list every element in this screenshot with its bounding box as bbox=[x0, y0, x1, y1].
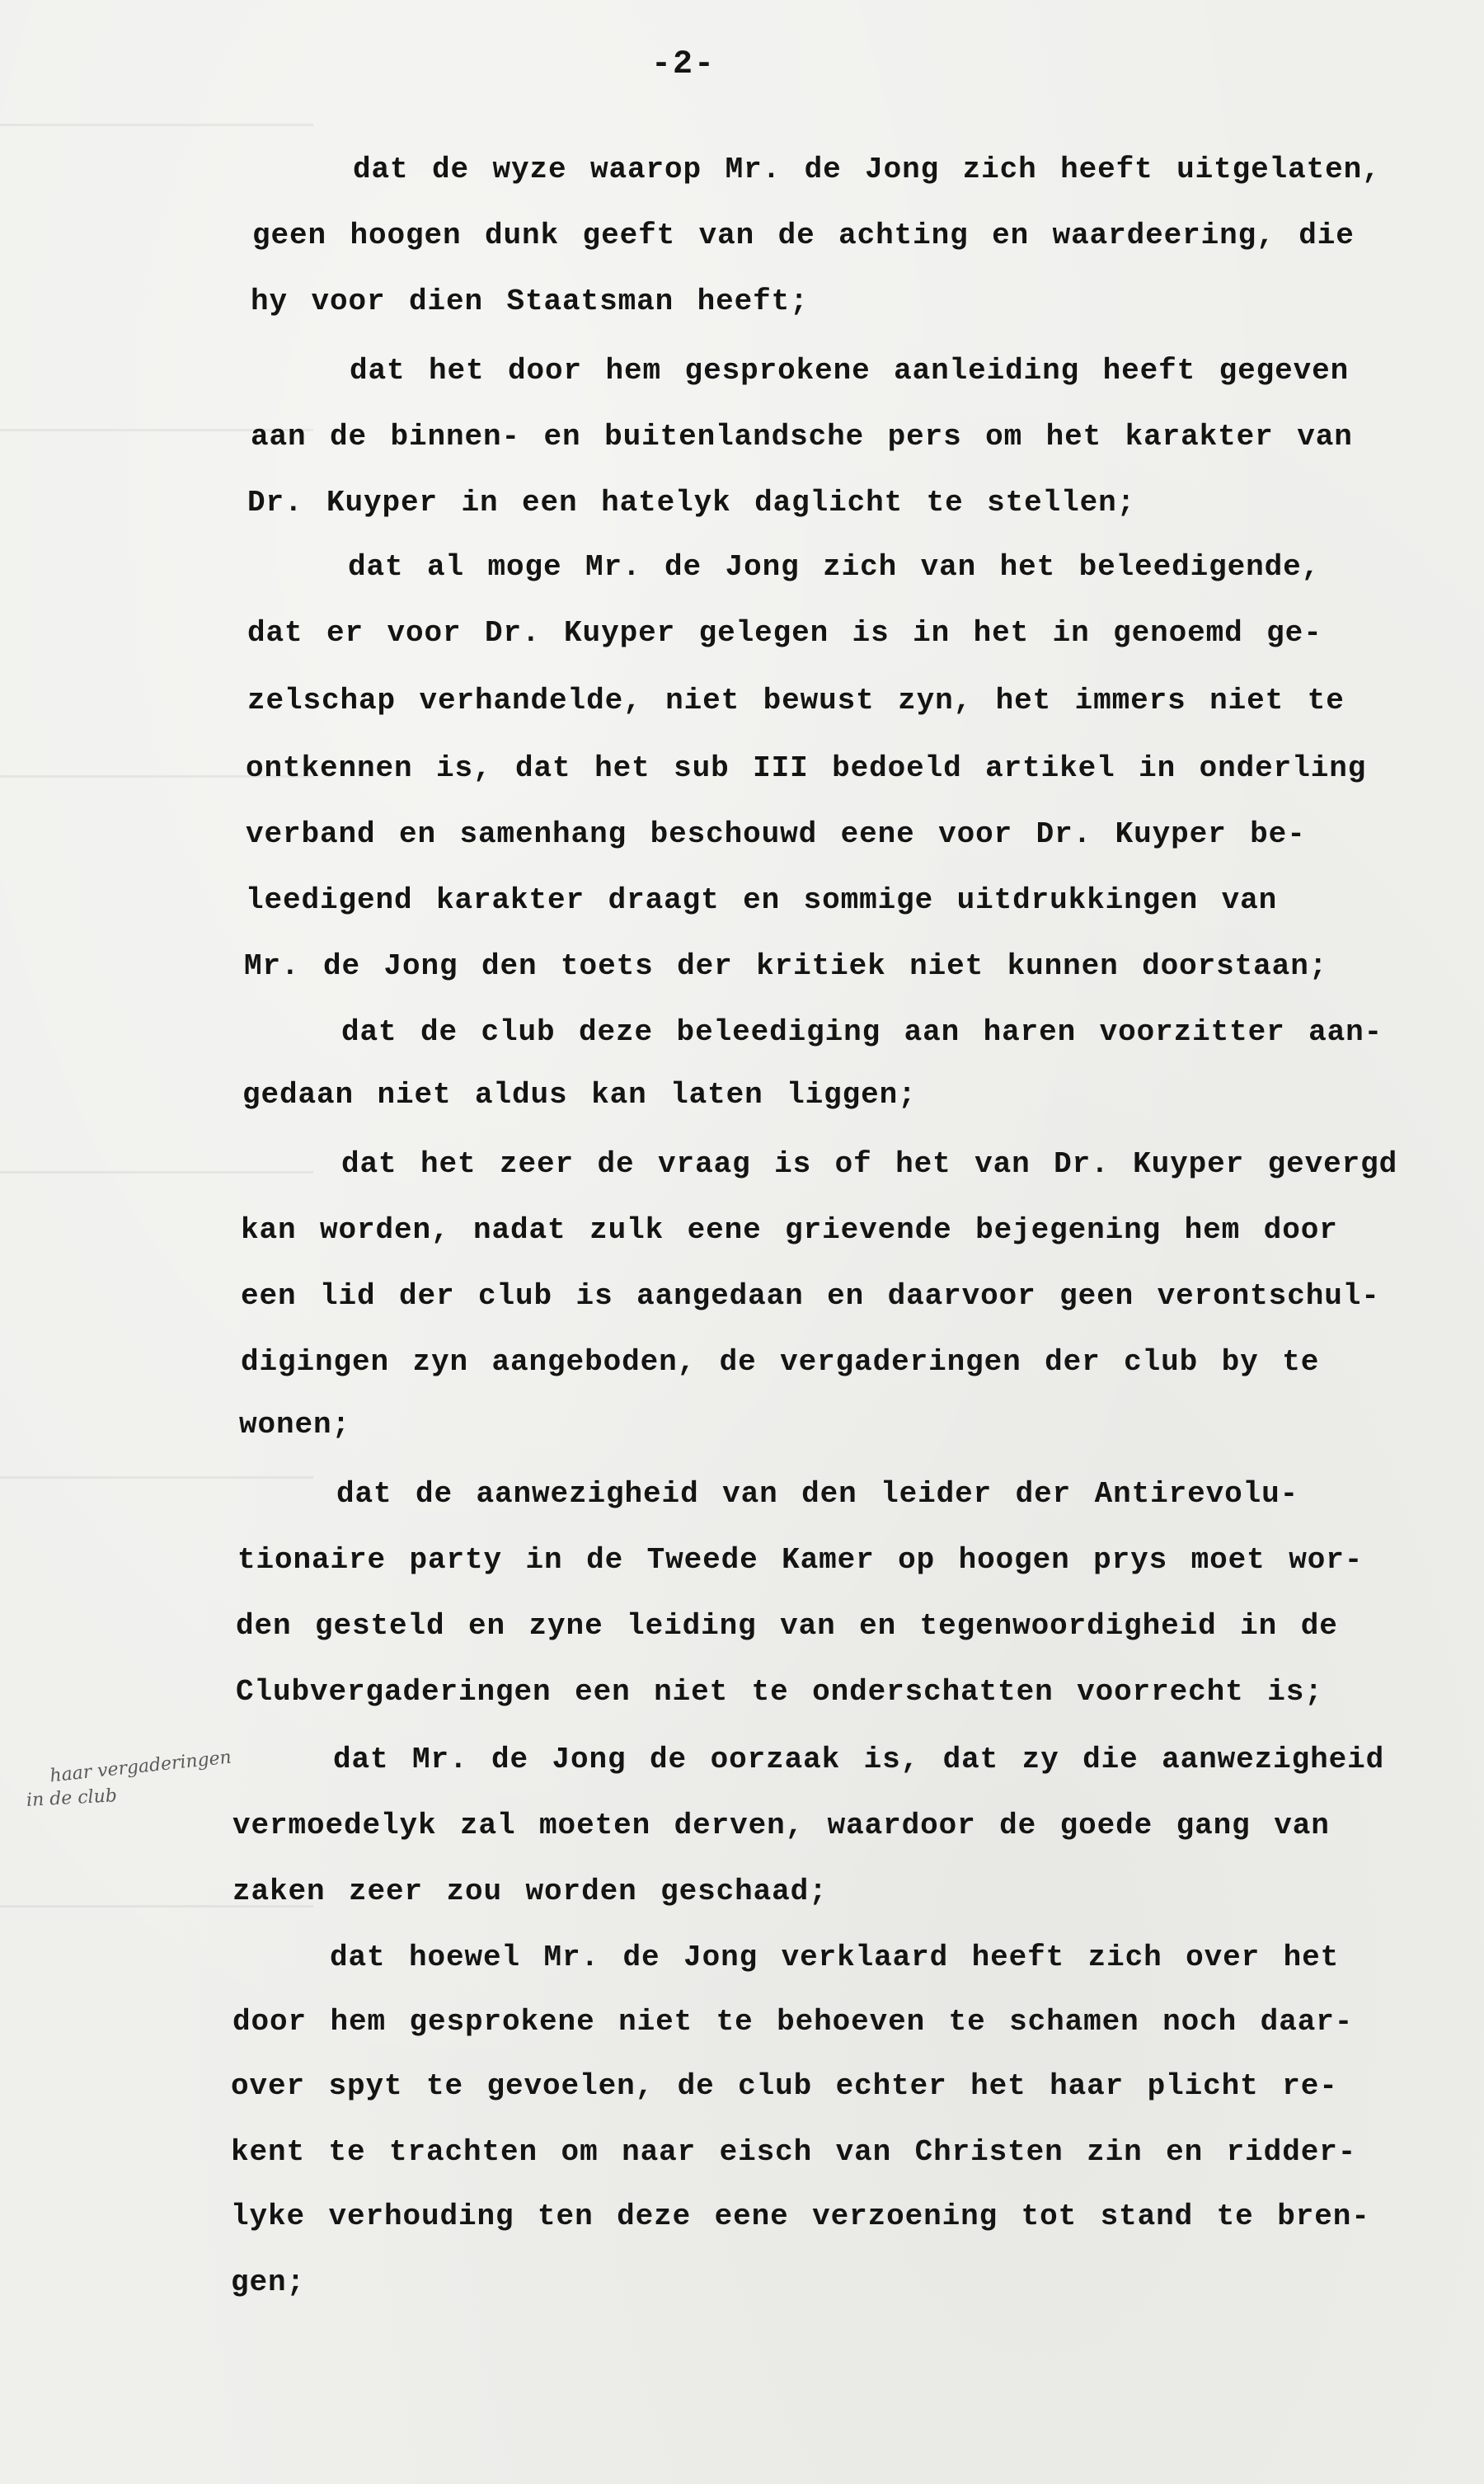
margin-note-line: in de club bbox=[26, 1785, 118, 1811]
text-line: gen; bbox=[231, 2265, 306, 2299]
text-line: aan de binnen- en buitenlandsche pers om het karakter van bbox=[251, 420, 1353, 454]
text-line: lyke verhouding ten deze eene verzoening tot stand te bren- bbox=[231, 2199, 1370, 2233]
text-line: geen hoogen dunk geeft van de achting en waardeering, die bbox=[252, 219, 1355, 252]
text-line: dat al moge Mr. de Jong zich van het beleedigende, bbox=[348, 550, 1321, 584]
text-line: dat de wyze waarop Mr. de Jong zich heeft uitgelaten, bbox=[353, 153, 1381, 186]
text-line: hy voor dien Staatsman heeft; bbox=[251, 285, 809, 318]
bleed-through-mark bbox=[0, 1171, 313, 1174]
text-line: dat de club deze beleediging aan haren voorzitter aan- bbox=[341, 1015, 1383, 1049]
text-line: Clubvergaderingen een niet te onderschatten voorrecht is; bbox=[236, 1675, 1323, 1709]
margin-note-line: haar vergaderingen bbox=[49, 1747, 232, 1787]
text-line: dat de aanwezigheid van den leider der Antirevolu- bbox=[336, 1477, 1299, 1511]
bleed-through-mark bbox=[0, 1476, 313, 1479]
text-line: dat hoewel Mr. de Jong verklaard heeft zich over het bbox=[330, 1941, 1340, 1974]
text-line: kent te trachten om naar eisch van Christen zin en ridder- bbox=[231, 2135, 1357, 2169]
text-line: dat het zeer de vraag is of het van Dr. Kuyper gevergd bbox=[341, 1147, 1398, 1181]
text-line: gedaan niet aldus kan laten liggen; bbox=[242, 1078, 917, 1112]
text-line: dat er voor Dr. Kuyper gelegen is in het in genoemd ge- bbox=[247, 616, 1322, 650]
text-line: zelschap verhandelde, niet bewust zyn, het immers niet te bbox=[247, 684, 1345, 717]
bleed-through-mark bbox=[0, 124, 313, 126]
text-line: Mr. de Jong den toets der kritiek niet kunnen doorstaan; bbox=[244, 949, 1328, 983]
text-line: zaken zeer zou worden geschaad; bbox=[232, 1875, 828, 1908]
text-line: digingen zyn aangeboden, de vergaderingen der club by te bbox=[241, 1345, 1320, 1379]
text-line: wonen; bbox=[239, 1408, 351, 1442]
text-line: tionaire party in de Tweede Kamer op hoogen prys moet wor- bbox=[237, 1543, 1364, 1577]
text-line: door hem gesprokene niet te behoeven te schamen noch daar- bbox=[232, 2005, 1354, 2039]
text-line: Dr. Kuyper in een hatelyk daglicht te stellen; bbox=[247, 486, 1136, 520]
text-line: leedigend karakter draagt en sommige uitdrukkingen van bbox=[246, 883, 1278, 917]
text-line: een lid der club is aangedaan en daarvoor geen verontschul- bbox=[241, 1279, 1380, 1313]
text-line: dat Mr. de Jong de oorzaak is, dat zy die aanwezigheid bbox=[333, 1743, 1385, 1776]
text-line: verband en samenhang beschouwd eene voor Dr. Kuyper be- bbox=[246, 817, 1306, 851]
text-line: vermoedelyk zal moeten derven, waardoor de goede gang van bbox=[232, 1809, 1330, 1842]
page-number: -2- bbox=[651, 46, 716, 83]
text-line: den gesteld en zyne leiding van en tegenwoordigheid in de bbox=[236, 1609, 1338, 1643]
text-line: over spyt te gevoelen, de club echter het haar plicht re- bbox=[231, 2069, 1338, 2103]
text-line: kan worden, nadat zulk eene grievende bejegening hem door bbox=[241, 1213, 1338, 1247]
handwritten-margin-note bbox=[25, 1747, 232, 1829]
text-line: ontkennen is, dat het sub III bedoeld artikel in onderling bbox=[246, 751, 1367, 785]
text-line: dat het door hem gesprokene aanleiding heeft gegeven bbox=[350, 354, 1350, 388]
